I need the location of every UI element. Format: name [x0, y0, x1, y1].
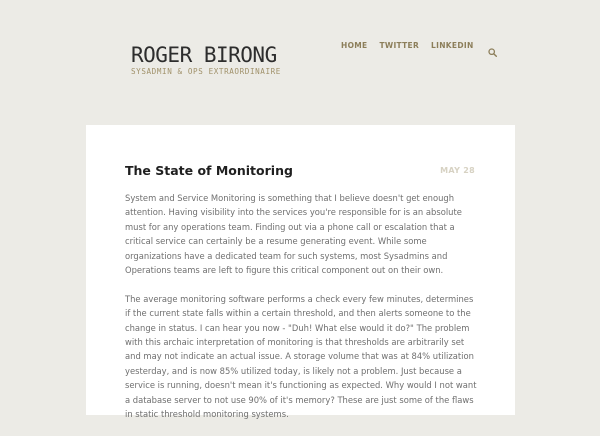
nav-linkedin-link[interactable]: LINKEDIN [431, 41, 474, 50]
search-icon[interactable] [488, 42, 497, 51]
main-nav [341, 41, 497, 51]
post-paragraph: System and Service Monitoring is something that I believe doesn't get enough attention. Having visibility into the services you're responsible for is an absolute must for any operations team. Finding out via a phone call or escalation that a critical service can certainly be a resume generating event. While some organizations have a dedicated team for such systems, most Sysadmins and Operations teams are left to figure this critical component out on their own. [125, 193, 462, 276]
post-body [125, 191, 480, 436]
post-date: MAY 28 [440, 166, 475, 175]
post-paragraph: The average monitoring software performs a check every few minutes, determines if the current state falls within a certain threshold, and then alerts someone to the change in status. I can hear you now - "Duh! What else would it do?" The problem with this archaic interpretation of monitoring is that thresholds are arbitrarily set and may not indicate an actual issue. A storage volume that was at 84% utilization yesterday, and is now 85% utilized today, is likely not a problem. Just because a service is running, doesn't mean it's functioning as expected. Why would I not want a database server to not use 90% of it's memory? These are just some of the flaws in static threshold monitoring systems. [125, 293, 477, 420]
site-header [0, 0, 600, 125]
post-card [86, 125, 515, 420]
site-title[interactable]: ROGER BIRONG [131, 43, 277, 67]
site-tagline: SYSADMIN & OPS EXTRAORDINAIRE [131, 67, 281, 76]
nav-home-link[interactable]: HOME [341, 41, 368, 50]
post-title[interactable]: The State of Monitoring [125, 163, 293, 178]
nav-twitter-link[interactable]: TWITTER [379, 41, 420, 50]
